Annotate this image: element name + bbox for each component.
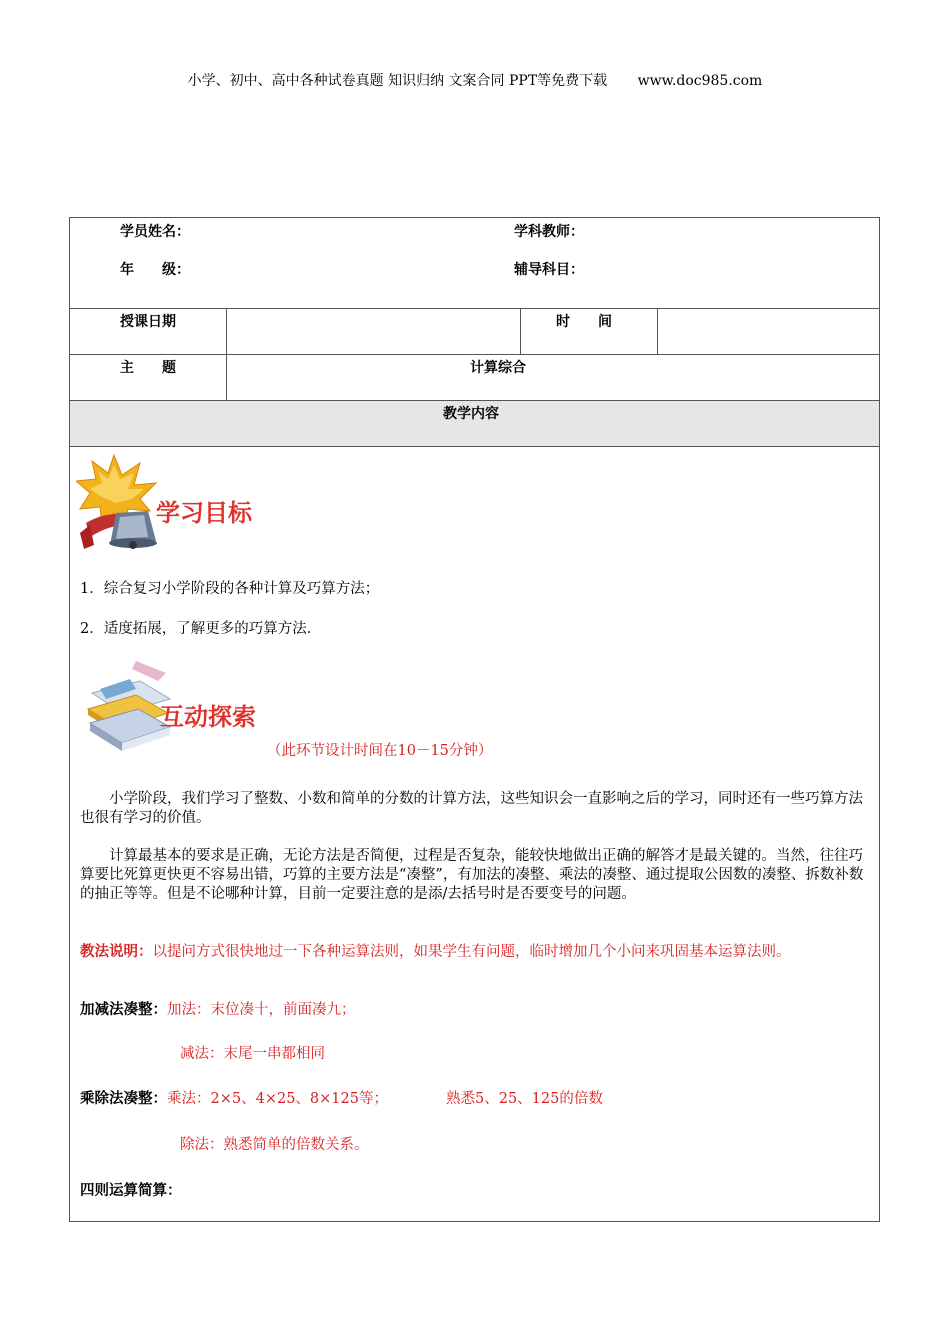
goal-item-1: 1．综合复习小学阶段的各种计算及巧算方法； <box>80 581 380 597</box>
content-header-row <box>70 401 879 447</box>
time-note: （此环节设计时间在10－15分钟） <box>267 743 493 759</box>
student-name-label: 学员姓名： <box>120 224 190 240</box>
mul-rule: 乘法：2×5、4×25、8×125等； <box>167 1091 388 1107</box>
date-row <box>70 309 879 355</box>
interactive-explore-title: 互动探索 <box>160 703 256 731</box>
add-rule: 加法：末位凑十，前面凑九； <box>167 1002 356 1018</box>
intro-paragraph: 小学阶段，我们学习了整数、小数和简单的分数的计算方法，这些知识会一直影响之后的学习，同时还有一些巧算方法也很有学习的价值。 <box>80 791 863 826</box>
strategy-paragraph: 计算最基本的要求是正确，无论方法是否简便，过程是否复杂，能较快地做出正确的解答才是最关键的。当然，往往巧算要比死算更快更不容易出错，巧算的主要方法是“凑整”，有加法的凑整、乘法的凑整、通过提取公因数的凑整、拆数补数的抽正等等。但是不论哪种计算，目前一定要注意的是添/去括号时是否要变号的问题。 <box>80 848 864 902</box>
lesson-table <box>69 217 880 1222</box>
muldiv-line <box>80 1090 875 1109</box>
header-text: 小学、初中、高中各种试卷真题 知识归纳 文案合同 PPT等免费下载 <box>187 73 608 89</box>
time-label: 时 间 <box>556 314 612 330</box>
addsub-line <box>80 1001 875 1020</box>
info-row <box>70 218 879 309</box>
muldiv-label: 乘除法凑整： <box>80 1091 167 1107</box>
div-rule: 除法：熟悉简单的倍数关系。 <box>180 1137 369 1153</box>
teaching-note <box>80 943 875 962</box>
topic-row <box>70 355 879 401</box>
topic-value: 计算综合 <box>470 360 526 376</box>
sub-rule: 减法：末尾一串都相同 <box>180 1046 325 1062</box>
learning-goals-banner <box>76 453 276 551</box>
goal-item-2: 2．适度拓展，了解更多的巧算方法． <box>80 621 322 637</box>
teaching-note-text: 以提问方式很快地过一下各种运算法则，如果学生有问题，临时增加几个小问来巩固基本运算法则。 <box>152 944 791 960</box>
interactive-explore-banner <box>78 659 278 755</box>
grade-label: 年 级： <box>120 262 190 278</box>
teacher-label: 学科教师： <box>514 224 584 240</box>
addsub-label: 加减法凑整： <box>80 1002 167 1018</box>
mul-note: 熟悉5、25、125的倍数 <box>446 1091 603 1107</box>
teaching-note-label: 教法说明： <box>80 944 153 960</box>
date-label: 授课日期 <box>120 314 176 330</box>
page-header <box>0 70 950 90</box>
header-url[interactable]: www.doc985.com <box>637 73 763 89</box>
learning-goals-title: 学习目标 <box>156 499 252 527</box>
four-operations-label: 四则运算简算： <box>80 1183 182 1199</box>
topic-label: 主 题 <box>120 360 176 376</box>
subject-label: 辅导科目： <box>514 262 584 278</box>
content-label: 教学内容 <box>443 406 499 422</box>
